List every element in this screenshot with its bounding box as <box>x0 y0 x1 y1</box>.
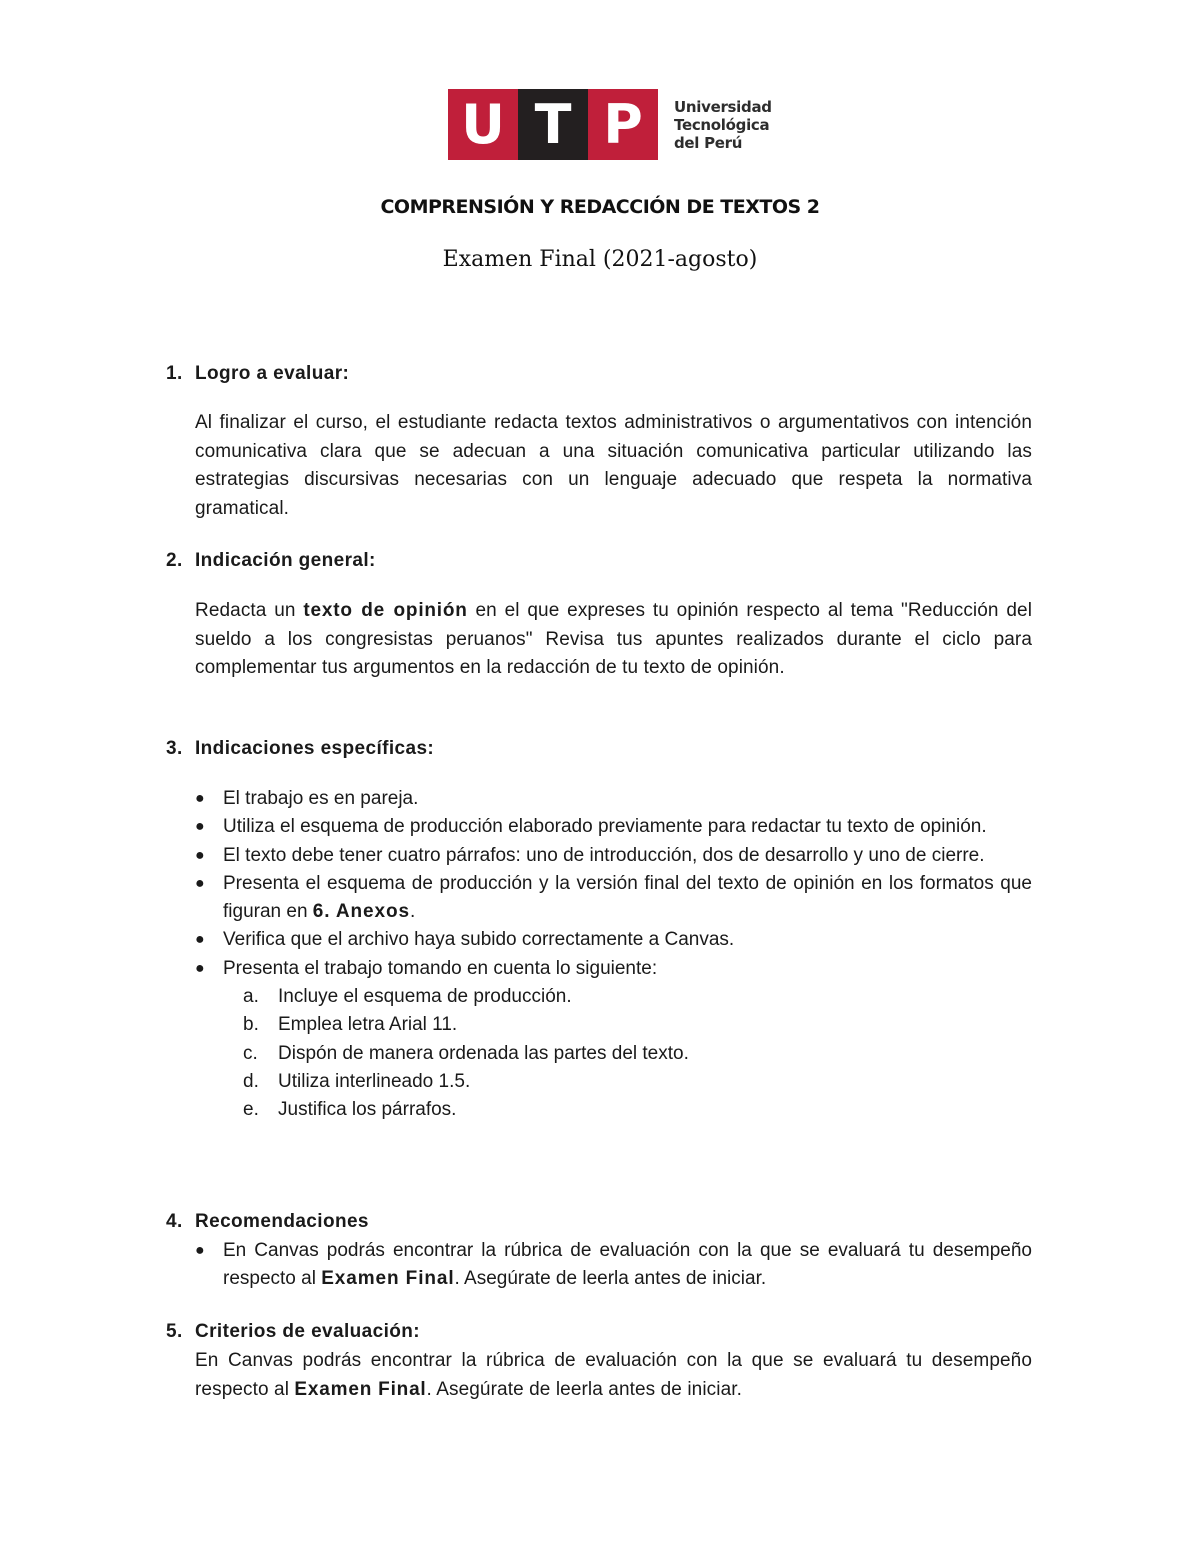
list-item: ● El texto debe tener cuatro párrafos: uno de introducción, dos de desarrollo y uno de cierre. <box>195 842 1032 870</box>
section-title: Criterios de evaluación: <box>195 1321 421 1342</box>
section-5-paragraph: En Canvas podrás encontrar la rúbrica de evaluación con la que se evaluará tu desempeño respecto al Examen Final. Asegúrate de leerla antes de iniciar. <box>195 1350 1032 1400</box>
utp-logo <box>448 89 772 160</box>
list-item: ● El trabajo es en pareja. <box>195 785 1032 813</box>
sub-list-item: c. Dispón de manera ordenada las partes del texto. <box>243 1042 689 1064</box>
list-item: ● En Canvas podrás encontrar la rúbrica de evaluación con la que se evaluará tu desempeño respecto al Examen Final. Asegúrate de leerla antes de iniciar. <box>195 1237 1032 1294</box>
logo-letter-t: T <box>518 89 588 160</box>
sub-list <box>223 983 1032 1124</box>
sub-list-item: a. Incluye el esquema de producción. <box>243 986 572 1008</box>
logo-letter-u: U <box>448 89 518 160</box>
section-title: Logro a evaluar: <box>195 363 350 384</box>
bold-term: texto de opinión <box>303 600 468 621</box>
section-number: 2. <box>166 550 183 571</box>
list-item: ● Utiliza el esquema de producción elaborado previamente para redactar tu texto de opinión. <box>195 813 1032 841</box>
section-number: 4. <box>166 1211 183 1232</box>
bold-term: Examen Final <box>294 1378 427 1400</box>
section-number: 3. <box>166 738 183 759</box>
section-title: Indicaciones específicas: <box>195 738 435 759</box>
section-3-bullet-list <box>195 785 1032 1125</box>
section-title: Recomendaciones <box>195 1211 369 1232</box>
logo-letter-p: P <box>588 89 658 160</box>
section-2-paragraph: Redacta un texto de opinión en el que expreses tu opinión respecto al tema "Reducción del sueldo a los congresistas peruanos" Revisa tus apuntes realizados durante el ciclo para complementar tus argumentos en la redacción de tu texto de opinión. <box>195 600 1033 678</box>
bullet-icon: ● <box>195 931 205 949</box>
bold-term: Examen Final <box>321 1268 455 1290</box>
list-item: ● Presenta el trabajo tomando en cuenta lo siguiente: a. Incluye el esquema de producción. b. Emplea letra Arial 11. c. Dispón de manera ordenada las partes del texto. d. Utiliza interlineado 1.5. e. Justifica los párrafos. <box>195 955 1032 1125</box>
exam-title: Examen Final (2021-agosto) <box>442 247 758 272</box>
section-number: 5. <box>166 1321 183 1342</box>
logo-letters <box>448 89 658 160</box>
bullet-icon: ● <box>195 818 205 836</box>
section-4-bullet-list <box>195 1237 1032 1294</box>
bullet-icon: ● <box>195 874 205 892</box>
sub-list-item: d. Utiliza interlineado 1.5. <box>243 1070 471 1092</box>
sub-list-item: e. Justifica los párrafos. <box>243 1099 457 1121</box>
list-item: ● Verifica que el archivo haya subido correctamente a Canvas. <box>195 926 1032 954</box>
bullet-icon: ● <box>195 959 205 977</box>
course-title: COMPRENSIÓN Y REDACCIÓN DE TEXTOS 2 <box>380 196 820 218</box>
bullet-icon: ● <box>195 846 205 864</box>
bold-term: 6. Anexos <box>312 901 410 923</box>
section-title: Indicación general: <box>195 550 376 571</box>
list-item: ● Presenta el esquema de producción y la versión final del texto de opinión en los formatos que figuran en 6. Anexos. <box>195 870 1032 927</box>
logo-university-name: Universidad Tecnológica del Perú <box>674 97 772 152</box>
sub-list-item: b. Emplea letra Arial 11. <box>243 1014 458 1036</box>
bullet-icon: ● <box>195 790 205 807</box>
section-1-paragraph: Al finalizar el curso, el estudiante redacta textos administrativos o argumentativos con intención comunicativa clara que se adecuan a una situación comunicativa particular utilizando las estrategias discursivas necesarias con un lenguaje adecuado que respeta la normativa gramatical. <box>195 412 1032 519</box>
bullet-icon: ● <box>195 1242 205 1259</box>
section-number: 1. <box>166 363 183 384</box>
